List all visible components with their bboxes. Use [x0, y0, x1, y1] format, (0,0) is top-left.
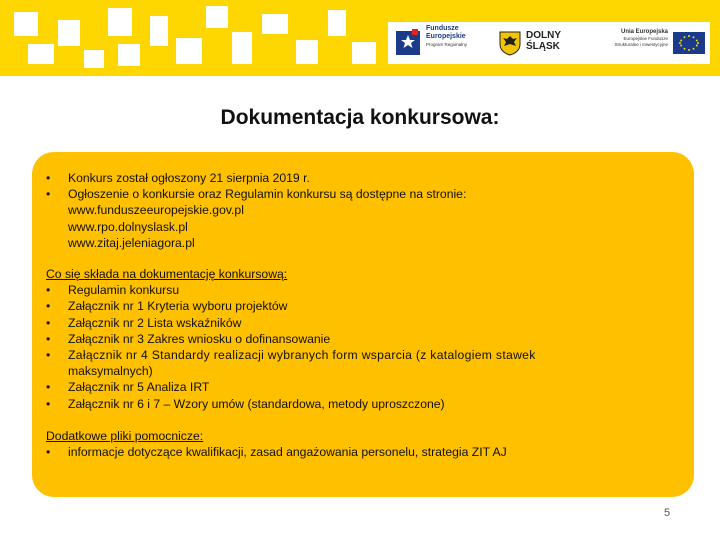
link-funduszeeuropejskie[interactable]: www.funduszeeuropejskie.gov.pl: [68, 203, 244, 218]
extra-section: [46, 428, 507, 460]
header-banner: [0, 0, 720, 76]
link-zitaj-jeleniagora[interactable]: www.zitaj.jeleniagora.pl: [68, 235, 195, 250]
extra-heading: Dodatkowe pliki pomocnicze:: [46, 429, 204, 443]
list-item: • Załącznik nr 1 Kryteria wyboru projektów: [46, 299, 288, 314]
fundusze-europejskie-text: Fundusze Europejskie Program Regionalny: [426, 25, 468, 47]
list-item: • Załącznik nr 4 Standardy realizacji wybranych form wsparcia (z katalogiem stawek: [46, 348, 536, 363]
list-item-continuation: maksymalnych): [68, 364, 153, 379]
docs-heading: Co się składa na dokumentację konkursową:: [46, 267, 288, 281]
unia-europejska-text: Unia Europejska Europejskie Fundusze Strukturalne i Inwestycyjne: [614, 29, 668, 47]
eu-flag-icon: [673, 32, 705, 54]
list-item: • Załącznik nr 5 Analiza IRT: [46, 380, 210, 395]
list-item: • Załącznik nr 2 Lista wskaźników: [46, 315, 242, 330]
intro-section: [46, 170, 466, 251]
logos-strip: [388, 22, 710, 64]
list-item: • Regulamin konkursu: [46, 283, 180, 298]
docs-section: [46, 266, 662, 412]
link-rpo-dolnyslask[interactable]: www.rpo.dolnyslask.pl: [68, 219, 188, 234]
fundusze-europejskie-logo-icon: [394, 27, 422, 59]
page-number: 5: [664, 507, 671, 519]
list-item: • informacje dotyczące kwalifikacji, zasad angażowania personelu, strategia ZIT AJ: [46, 445, 507, 460]
dolny-slask-text: DOLNY ŚLĄSK: [526, 30, 561, 52]
list-item: • Załącznik nr 3 Zakres wniosku o dofinansowanie: [46, 331, 331, 346]
list-item: • Ogłoszenie o konkursie oraz Regulamin konkursu są dostępne na stronie:: [46, 187, 467, 202]
list-item: • Konkurs został ogłoszony 21 sierpnia 2019 r.: [46, 171, 310, 185]
dolny-slask-eagle-icon: [498, 30, 522, 56]
list-item: • Załącznik nr 6 i 7 – Wzory umów (standardowa, metody uproszczone): [46, 396, 445, 411]
slide-title: Dokumentacja konkursowa:: [220, 106, 500, 129]
